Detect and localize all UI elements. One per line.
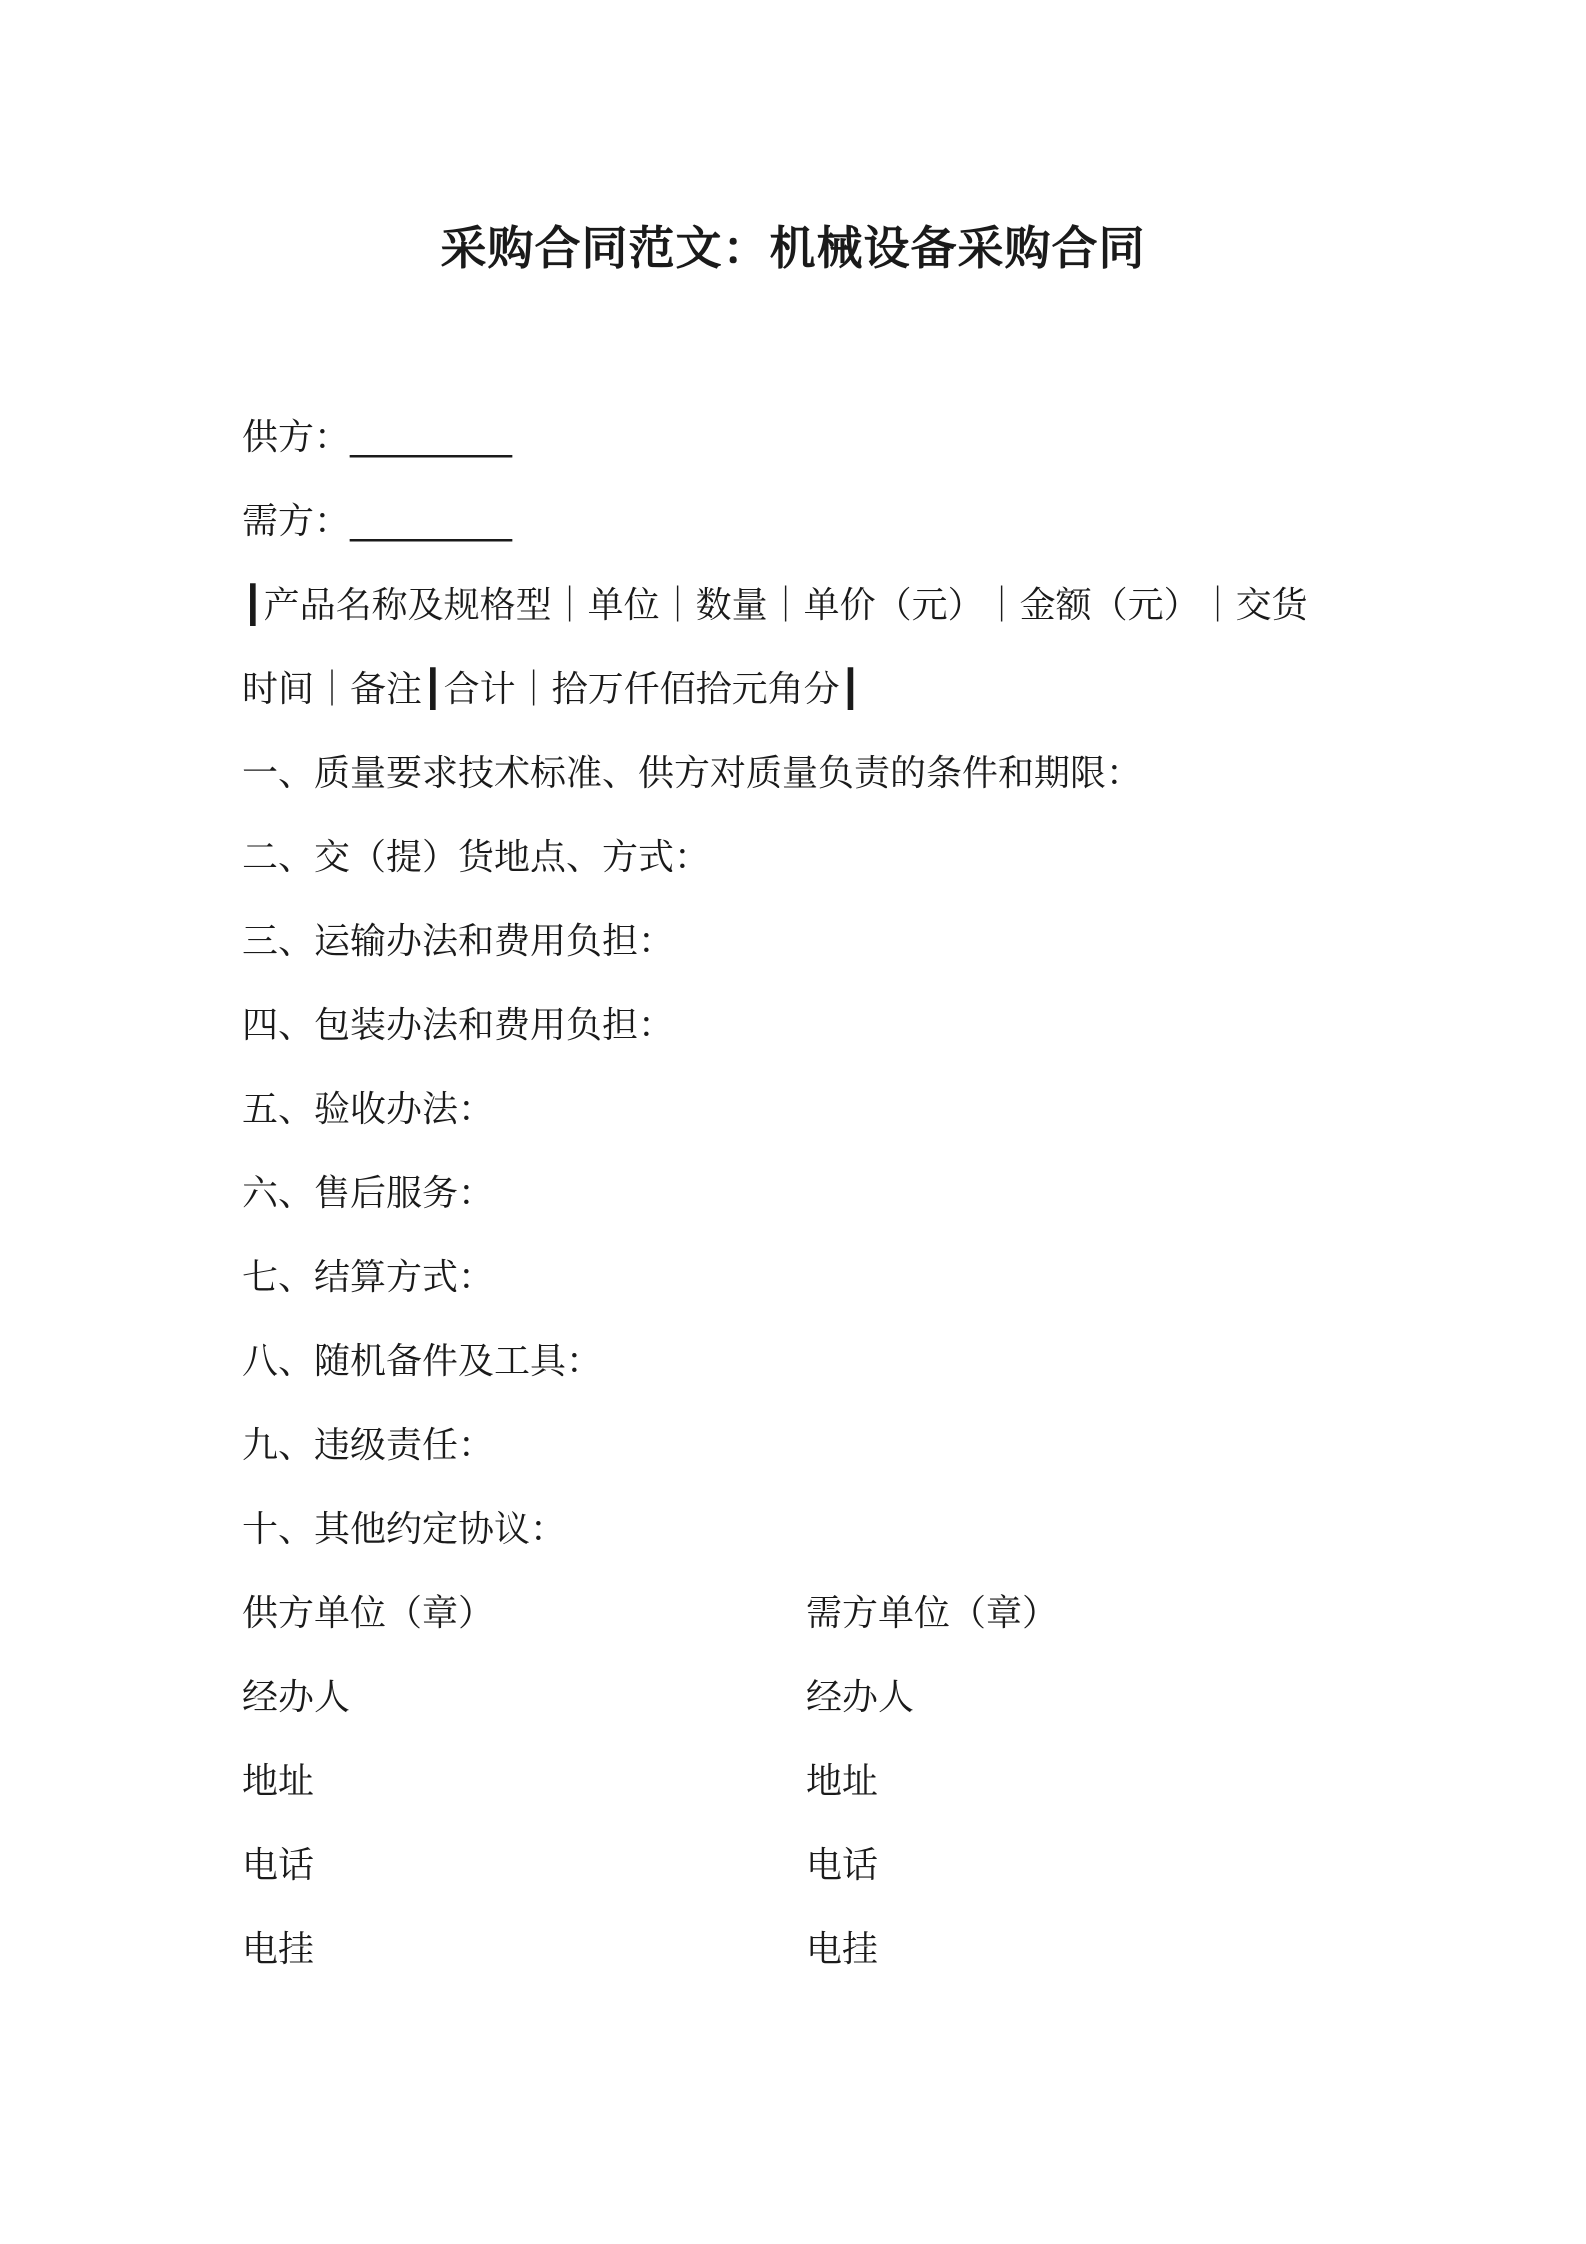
clause-1: 一、质量要求技术标准、供方对质量负责的条件和期限： bbox=[242, 753, 1143, 794]
supplier-line: 供方：_________ bbox=[242, 417, 513, 458]
clause-3: 三、运输办法和费用负担： bbox=[242, 921, 675, 962]
document-title: 采购合同范文：机械设备采购合同 bbox=[440, 221, 1146, 275]
clause-9: 九、违级责任： bbox=[242, 1425, 495, 1466]
clause-10: 十、其他约定协议： bbox=[242, 1509, 567, 1550]
buyer-phone: 电话 bbox=[806, 1845, 879, 1886]
clause-7: 七、结算方式： bbox=[242, 1257, 495, 1298]
supplier-phone: 电话 bbox=[242, 1845, 315, 1886]
table-row-1: ┃产品名称及规格型｜单位｜数量｜单价（元）｜金额（元）｜交货 bbox=[242, 585, 1308, 626]
buyer-handler: 经办人 bbox=[806, 1677, 915, 1718]
clause-2: 二、交（提）货地点、方式： bbox=[242, 837, 711, 878]
clause-6: 六、售后服务： bbox=[242, 1173, 495, 1214]
buyer-address: 地址 bbox=[806, 1761, 879, 1802]
buyer-line: 需方：_________ bbox=[242, 501, 513, 542]
buyer-telegraph: 电挂 bbox=[806, 1929, 879, 1970]
clause-8: 八、随机备件及工具： bbox=[242, 1341, 603, 1382]
supplier-unit-seal: 供方单位（章） bbox=[242, 1593, 495, 1634]
supplier-address: 地址 bbox=[242, 1761, 315, 1802]
table-row-2: 时间｜备注┃合计｜拾万仟佰拾元角分┃ bbox=[242, 669, 862, 710]
buyer-unit-seal: 需方单位（章） bbox=[806, 1593, 1059, 1634]
clause-5: 五、验收办法： bbox=[242, 1089, 495, 1130]
clause-4: 四、包装办法和费用负担： bbox=[242, 1005, 675, 1046]
supplier-handler: 经办人 bbox=[242, 1677, 351, 1718]
supplier-telegraph: 电挂 bbox=[242, 1929, 315, 1970]
